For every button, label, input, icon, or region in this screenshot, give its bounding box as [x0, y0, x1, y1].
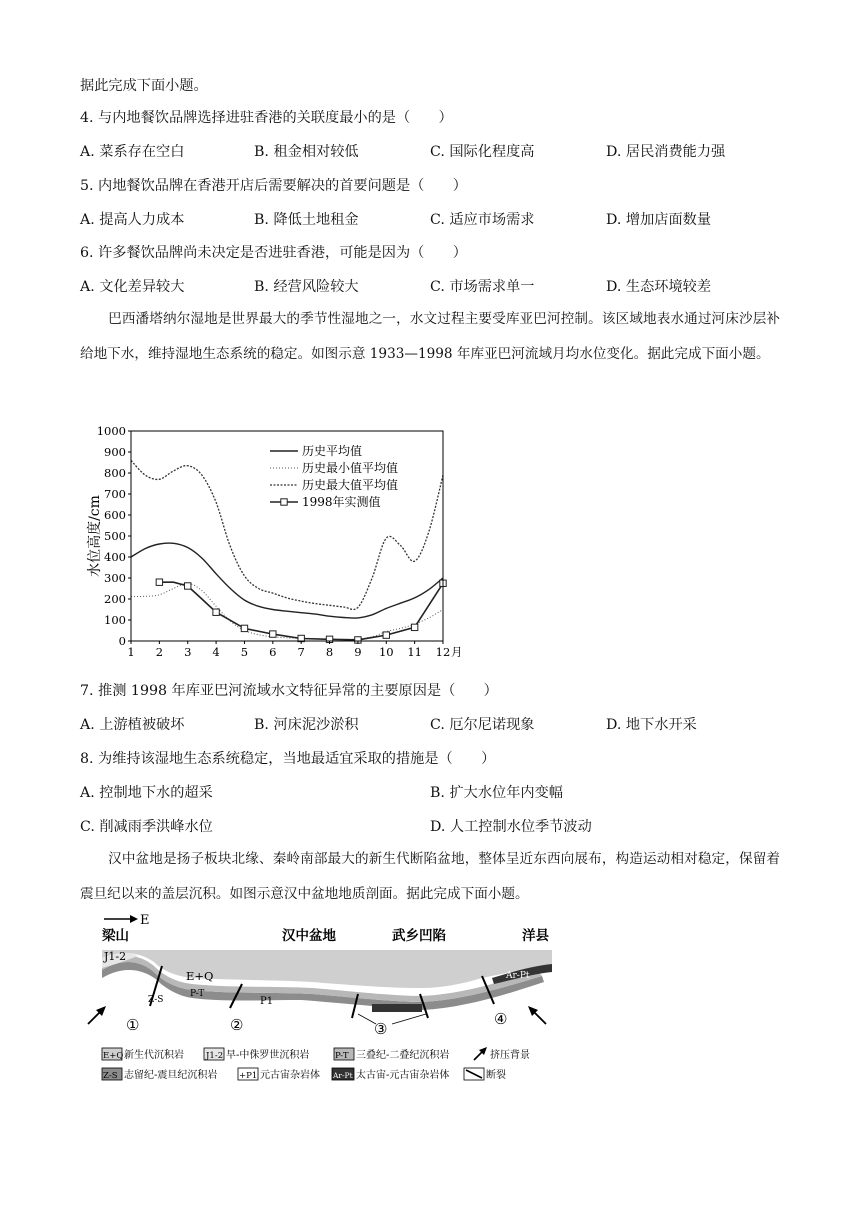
- legend-text-fault: 断裂: [486, 1070, 506, 1081]
- passage-wetland-text: 巴西潘塔纳尔湿地是世界最大的季节性湿地之一，水文过程主要受库亚巴河控制。该区域地表水通过河床沙层补给地下水，维持湿地生态系统的稳定。如图示意 1933—1998 年库亚巴河流域月均水位变化。据此完成下面小题。: [80, 311, 780, 362]
- legend-text-p1: 元古宙杂岩体: [260, 1070, 320, 1081]
- unit-label-ar-pt: Ar-Pt: [506, 971, 530, 981]
- legend-code-zs: Z-S: [103, 1071, 118, 1081]
- question-7-stem: 7. 推测 1998 年库亚巴河流域水文特征异常的主要原因是（ ）: [80, 683, 498, 699]
- series-line-0: [131, 543, 443, 618]
- y-tick-label-200: 200: [104, 592, 126, 606]
- x-tick-label-4: 4: [212, 645, 220, 659]
- q5-option-b[interactable]: B. 降低土地租金: [254, 212, 359, 228]
- q4-option-a[interactable]: A. 菜系存在空白: [80, 144, 185, 160]
- q8-option-d[interactable]: D. 人工控制水位季节波动: [430, 819, 592, 835]
- q7-option-b[interactable]: B. 河床泥沙淤积: [254, 717, 359, 733]
- legend-code-eq: E+Q: [103, 1051, 124, 1061]
- place-hanzhong-basin: 汉中盆地: [282, 928, 336, 944]
- y-tick-label-400: 400: [104, 550, 126, 564]
- x-tick-label-6: 6: [269, 645, 277, 659]
- series-marker-3-11: [411, 624, 417, 630]
- y-tick-label-900: 900: [104, 445, 126, 459]
- passage-wetland: [80, 302, 780, 372]
- q6-option-c[interactable]: C. 市场需求单一: [430, 279, 535, 295]
- unit-label-pt: P-T: [190, 989, 205, 999]
- x-tick-label-3: 3: [184, 645, 192, 659]
- q6-option-b[interactable]: B. 经营风险较大: [254, 279, 359, 295]
- y-tick-label-700: 700: [104, 487, 126, 501]
- question-6-stem: 6. 许多餐饮品牌尚未决定是否进驻香港，可能是因为（ ）: [80, 245, 467, 261]
- legend-code-ar-pt: Ar-Pt: [333, 1071, 353, 1080]
- y-tick-label-100: 100: [104, 613, 126, 627]
- question-4-stem: 4. 与内地餐饮品牌选择进驻香港的关联度最小的是（ ）: [80, 110, 453, 126]
- section-legend: [102, 1047, 530, 1081]
- q5-option-c[interactable]: C. 适应市场需求: [430, 212, 535, 228]
- marker-1: ①: [126, 1016, 140, 1034]
- east-label: E: [140, 913, 150, 928]
- series-marker-3-6: [270, 631, 276, 637]
- legend-label-2: 历史最大值平均值: [302, 478, 399, 492]
- unit-label-zs: Z-S: [148, 995, 164, 1005]
- y-tick-label-600: 600: [104, 508, 126, 522]
- y-tick-label-500: 500: [104, 529, 126, 543]
- geological-section: [82, 908, 552, 1088]
- place-wuxiang-depression: 武乡凹陷: [392, 928, 446, 944]
- q4-option-c[interactable]: C. 国际化程度高: [430, 144, 535, 160]
- place-liangshan: 梁山: [102, 928, 129, 944]
- question-8-stem: 8. 为维持该湿地生态系统稳定，当地最适宜采取的措施是（ ）: [80, 751, 496, 767]
- y-axis-label: 水位高度/cm: [87, 495, 103, 577]
- passage-basin-text: 汉中盆地是扬子板块北缘、秦岭南部最大的新生代断陷盆地，整体呈近东西向展布，构造运动相对稳定，保留着震旦纪以来的盖层沉积。如图示意汉中盆地地质剖面。据此完成下面小题。: [80, 851, 780, 902]
- q4-option-b[interactable]: B. 租金相对较低: [254, 144, 359, 160]
- legend-label-1: 历史最小值平均值: [302, 461, 399, 475]
- q8-option-c[interactable]: C. 削减雨季洪峰水位: [80, 819, 213, 835]
- series-marker-3-10: [383, 632, 389, 638]
- x-tick-label-11: 11: [407, 645, 422, 659]
- legend-code-pt: P-T: [335, 1051, 349, 1061]
- stratum-ar-pt: [372, 1004, 422, 1012]
- unit-label-p1: P1: [260, 996, 274, 1007]
- x-tick-label-2: 2: [155, 645, 164, 659]
- legend-text-ar-pt: 太古宙-元古宙杂岩体: [356, 1070, 450, 1081]
- place-yangxian: 洋县: [522, 928, 549, 944]
- legend-text-pt: 三叠纪-二叠纪沉积岩: [356, 1050, 450, 1061]
- q5-option-a[interactable]: A. 提高人力成本: [80, 212, 185, 228]
- x-tick-label-10: 10: [378, 645, 394, 659]
- legend-text-eq: 新生代沉积岩: [124, 1050, 184, 1061]
- east-arrow-head: [130, 915, 138, 923]
- legend-text-j12: 早-中侏罗世沉积岩: [226, 1050, 310, 1061]
- y-tick-label-300: 300: [104, 571, 126, 585]
- lead-in-text: 据此完成下面小题。: [80, 78, 208, 94]
- x-tick-label-12: 12: [435, 645, 451, 659]
- series-marker-3-4: [213, 609, 219, 615]
- x-tick-label-7: 7: [297, 645, 305, 659]
- series-marker-3-3: [185, 583, 191, 589]
- legend-code-p1: +P1: [239, 1071, 258, 1081]
- y-tick-label-1000: 1000: [96, 424, 126, 438]
- water-level-chart: [84, 420, 463, 670]
- legend-label-0: 历史平均值: [302, 444, 363, 458]
- x-tick-label-9: 9: [354, 645, 362, 659]
- q6-option-a[interactable]: A. 文化差异较大: [80, 279, 185, 295]
- q8-option-a[interactable]: A. 控制地下水的超采: [80, 785, 213, 801]
- x-unit-label: 月: [451, 645, 463, 659]
- q5-option-d[interactable]: D. 增加店面数量: [606, 212, 712, 228]
- q7-option-c[interactable]: C. 厄尔尼诺现象: [430, 717, 535, 733]
- series-marker-3-5: [241, 625, 247, 631]
- passage-basin: [80, 842, 780, 912]
- q4-option-d[interactable]: D. 居民消费能力强: [606, 144, 726, 160]
- q6-option-d[interactable]: D. 生态环境较差: [606, 279, 712, 295]
- q8-option-b[interactable]: B. 扩大水位年内变幅: [430, 785, 563, 801]
- unit-label-j12: J1-2: [104, 950, 127, 963]
- x-tick-label-1: 1: [127, 645, 135, 659]
- legend-text-compression: 挤压背景: [490, 1050, 530, 1061]
- x-tick-label-5: 5: [240, 645, 249, 659]
- legend-text-zs: 志留纪-震旦纪沉积岩: [124, 1070, 218, 1081]
- series-marker-3-2: [156, 579, 162, 585]
- question-5-stem: 5. 内地餐饮品牌在香港开店后需要解决的首要问题是（ ）: [80, 178, 467, 194]
- legend-label-3: 1998年实测值: [302, 495, 381, 509]
- marker-4: ④: [494, 1010, 508, 1028]
- legend-code-j12: J1-2: [206, 1051, 224, 1061]
- q7-option-a[interactable]: A. 上游植被破坏: [80, 717, 185, 733]
- x-tick-label-8: 8: [325, 645, 334, 659]
- y-tick-label-0: 0: [118, 634, 126, 648]
- q7-option-d[interactable]: D. 地下水开采: [606, 717, 697, 733]
- legend-marker-3: [281, 499, 287, 505]
- marker-2: ②: [230, 1016, 244, 1034]
- unit-label-eq: E+Q: [186, 969, 214, 983]
- y-tick-label-800: 800: [104, 466, 126, 480]
- marker-3: ③: [374, 1020, 388, 1038]
